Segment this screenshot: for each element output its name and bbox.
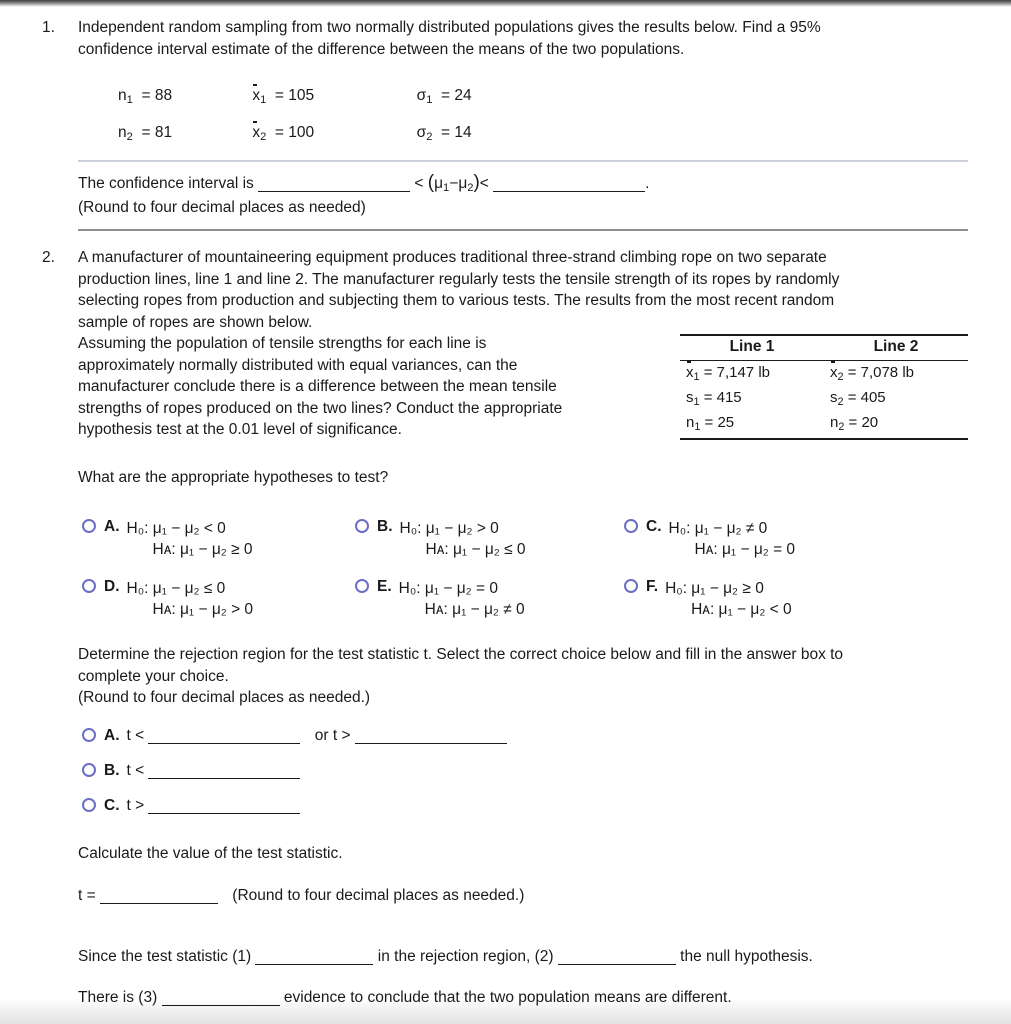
question-2-prompt-line-2: production lines, line 1 and line 2. The manufacturer regularly tests the tensile strength of its ropes by randomly [78,270,840,288]
n-line2-value: = 20 [848,414,879,432]
rejection-region-option-c[interactable] [82,797,300,815]
question-2-prompt-top [78,247,968,333]
radio-button-icon[interactable] [82,798,96,812]
stat-sigma1 [417,87,472,106]
conclusion-blank-3[interactable] [162,1005,280,1006]
stat-sigma2-subscript: 2 [426,131,433,144]
sd-line1-value: = 415 [703,389,742,407]
stat-xbar2-subscript: 2 [260,131,267,144]
question-2-prompt-bottom [78,333,658,441]
paren-open: ( [427,172,435,193]
option-e-null: H₀: μ₁ − μ₂ = 0 [398,580,498,597]
stat-sigma2-value: 14 [454,124,472,141]
hypothesis-option-e[interactable] [355,578,525,620]
stat-xbar2-equals: = [274,124,284,141]
question-2-prompt-line-1: A manufacturer of mountaineering equipment produces traditional three-strand climbing rope on two separate [78,249,827,266]
test-statistic-answer-line [78,887,524,905]
table-row [680,386,968,411]
radio-button-icon[interactable] [355,579,369,593]
hypothesis-option-b[interactable] [355,518,526,560]
question-1-stats-row-1 [118,87,472,106]
hypothesis-option-a[interactable] [82,518,253,560]
stat-sigma2-equals: = [441,124,451,141]
question-1-answer-line [78,172,649,194]
test-statistic-instruction: Calculate the value of the test statistic. [78,845,343,862]
table-header-line-2: Line 2 [824,335,968,361]
option-f-null: H₀: μ₁ − μ₂ ≥ 0 [665,580,764,597]
stat-sigma1-subscript: 1 [426,94,433,107]
question-2-prompt-line-3: selecting ropes from production and subjecting them to various tests. The results from the most recent random [78,292,835,309]
option-b-null: H₀: μ₁ − μ₂ > 0 [399,520,499,537]
question-1-prompt [78,17,978,60]
rejection-option-a-prefix: t < [126,727,145,744]
stat-xbar1-equals: = [274,87,284,104]
stat-sigma1-symbol: σ [416,87,427,104]
question-2-prompt-line-4: sample of ropes are shown below. [78,313,313,331]
stat-n2 [118,124,248,143]
option-c-null: H₀: μ₁ − μ₂ ≠ 0 [668,520,768,537]
question-1-number: 1. [42,19,55,36]
n-line2-symbol: n [830,414,839,432]
table-cell-sd-line2 [824,386,968,411]
option-e-alt: Hᴀ: μ₁ − μ₂ ≠ 0 [424,601,525,618]
stat-n1-symbol: n [118,87,127,104]
confidence-interval-lead: The confidence interval is [78,175,254,192]
stat-xbar2 [252,124,412,143]
mu-2: μ [458,175,468,192]
option-b-alt: Hᴀ: μ₁ − μ₂ ≤ 0 [425,541,526,558]
option-d-letter: D. [104,578,120,595]
rejection-option-b-prefix: t < [126,762,145,779]
test-statistic-label: t = [78,887,96,904]
stat-n2-value: 81 [154,124,173,141]
stat-sigma1-value: 24 [454,87,472,104]
stat-sigma2 [417,124,472,143]
stat-xbar2-value: 100 [288,124,315,141]
option-b-letter: B. [377,518,393,535]
option-f-alt: Hᴀ: μ₁ − μ₂ < 0 [691,601,792,618]
question-2-prompt-line-8: strengths of ropes produced on the two lines? Conduct the appropriate [78,399,563,417]
question-2-prompt-line-7: manufacturer conclude there is a difference between the mean tensile [78,378,557,395]
rejection-option-a-lower-blank[interactable] [148,743,300,744]
stat-xbar1 [252,87,412,106]
option-a-alt: Hᴀ: μ₁ − μ₂ ≥ 0 [152,541,253,558]
stat-n2-symbol: n [118,124,127,141]
conclusion-blank-2[interactable] [558,964,676,965]
sd-line1-symbol: s [686,389,694,407]
mean-line1-subscript: 1 [693,371,700,384]
option-c-letter: C. [646,518,662,535]
rejection-option-b-blank[interactable] [148,778,300,779]
conclusion-line-2 [78,989,732,1007]
option-a-null: H₀: μ₁ − μ₂ < 0 [126,520,226,537]
rejection-option-c-letter: C. [104,797,120,814]
question-1-prompt-line-1: Independent random sampling from two normally distributed populations gives the results below. Find a 95% [78,19,821,36]
stat-xbar1-symbol: x [252,87,261,104]
sd-line2-value: = 405 [847,389,886,407]
mu-2-subscript: 2 [467,182,474,195]
n-line1-symbol: n [686,414,695,432]
rejection-region-instruction [78,644,968,709]
question-1-prompt-line-2: confidence interval estimate of the difference between the means of the two populations. [78,40,685,58]
stat-xbar2-symbol: x [252,124,261,141]
stat-n1-equals: = [141,87,151,104]
mean-line1-value: = 7,147 lb [703,364,770,381]
rejection-option-a-upper-blank[interactable] [355,743,507,744]
tensile-strength-table [680,334,968,440]
sd-line1-subscript: 1 [693,396,700,409]
conclusion-line-2-part-1: There is (3) [78,989,158,1006]
radio-button-icon[interactable] [355,519,369,533]
stat-n1-value: 88 [154,87,173,104]
radio-button-icon[interactable] [82,728,96,742]
rejection-region-instruction-line-2: complete your choice. [78,667,229,685]
question-2-prompt-line-5: Assuming the population of tensile strengths for each line is [78,335,487,352]
hypotheses-question: What are the appropriate hypotheses to test? [78,469,389,486]
page-top-shade [0,0,1011,7]
divider-above-answer [78,160,968,162]
stat-n1-subscript: 1 [126,94,133,107]
op-less-than-left: < [414,175,424,192]
option-c-alt: Hᴀ: μ₁ − μ₂ = 0 [694,541,796,558]
sd-line2-symbol: s [830,389,838,407]
mu-1: μ [434,175,444,192]
hypothesis-option-d[interactable] [82,578,253,620]
table-row [680,411,968,439]
radio-button-icon[interactable] [82,579,96,593]
conclusion-blank-1[interactable] [255,964,373,965]
table-cell-mean-line1 [680,361,824,387]
radio-button-icon[interactable] [82,763,96,777]
n-line1-value: = 25 [704,414,735,432]
radio-button-icon[interactable] [82,519,96,533]
radio-button-icon[interactable] [624,579,638,593]
rejection-region-instruction-line-1: Determine the rejection region for the test statistic t. Select the correct choice below and fill in the answer box to [78,646,844,663]
conclusion-line-1 [78,948,813,966]
mean-line2-value: = 7,078 lb [847,364,914,381]
rejection-region-option-b[interactable] [82,762,300,780]
stat-n2-equals: = [141,124,151,141]
question-2-prompt-line-9: hypothesis test at the 0.01 level of significance. [78,421,402,438]
question-1-stats-row-2 [118,124,472,143]
conclusion-line-1-part-1: Since the test statistic (1) [78,948,252,965]
test-statistic-blank[interactable] [100,903,218,904]
mean-line1-symbol: x [686,364,694,381]
hypothesis-option-f[interactable] [624,578,792,620]
rejection-option-a-middle: or t > [314,727,351,744]
n-line2-subscript: 2 [838,421,845,434]
option-a-letter: A. [104,518,120,535]
sd-line2-subscript: 2 [837,396,844,409]
table-header-row [680,335,968,361]
stat-xbar1-value: 105 [288,87,315,104]
table-row [680,361,968,387]
confidence-interval-lower-blank[interactable] [258,191,410,192]
stat-sigma1-equals: = [441,87,451,104]
test-statistic-rounding-note: (Round to four decimal places as needed.) [232,887,525,904]
rejection-option-c-prefix: t > [126,797,145,814]
option-d-null: H₀: μ₁ − μ₂ ≤ 0 [126,580,226,597]
rejection-option-c-blank[interactable] [148,813,300,814]
rejection-region-option-a[interactable] [82,727,507,745]
n-line1-subscript: 1 [694,421,701,434]
table-cell-n-line1 [680,411,824,439]
stat-sigma2-symbol: σ [416,124,427,141]
option-e-letter: E. [377,578,392,595]
divider-between-questions [78,229,968,231]
paren-close: ) [473,172,480,193]
table-header-line-1: Line 1 [680,335,824,361]
question-1-rounding-note: (Round to four decimal places as needed) [78,199,366,216]
rejection-option-b-letter: B. [104,762,120,779]
mean-line2-symbol: x [830,364,838,381]
stat-n2-subscript: 2 [126,131,133,144]
op-less-than-right: < [479,175,489,192]
hypothesis-option-c[interactable] [624,518,795,560]
mu-minus: − [449,175,459,192]
question-2-number: 2. [42,249,55,266]
radio-button-icon[interactable] [624,519,638,533]
question-2-prompt-line-6: approximately normally distributed with equal variances, can the [78,356,518,374]
stat-n1 [118,87,248,106]
rejection-option-a-letter: A. [104,727,120,744]
answer-period: . [645,175,650,192]
mu-1-subscript: 1 [443,182,450,195]
rejection-region-rounding-note: (Round to four decimal places as needed.) [78,689,371,706]
table-cell-mean-line2 [824,361,968,387]
confidence-interval-upper-blank[interactable] [493,191,645,192]
stat-xbar1-subscript: 1 [260,94,267,107]
option-f-letter: F. [646,578,659,595]
table-cell-sd-line1 [680,386,824,411]
option-d-alt: Hᴀ: μ₁ − μ₂ > 0 [152,601,254,618]
conclusion-line-1-part-2: in the rejection region, (2) [377,948,554,965]
table-cell-n-line2 [824,411,968,439]
conclusion-line-2-part-2: evidence to conclude that the two population means are different. [283,989,732,1006]
conclusion-line-1-part-3: the null hypothesis. [680,948,813,965]
mean-line2-subscript: 2 [837,371,844,384]
